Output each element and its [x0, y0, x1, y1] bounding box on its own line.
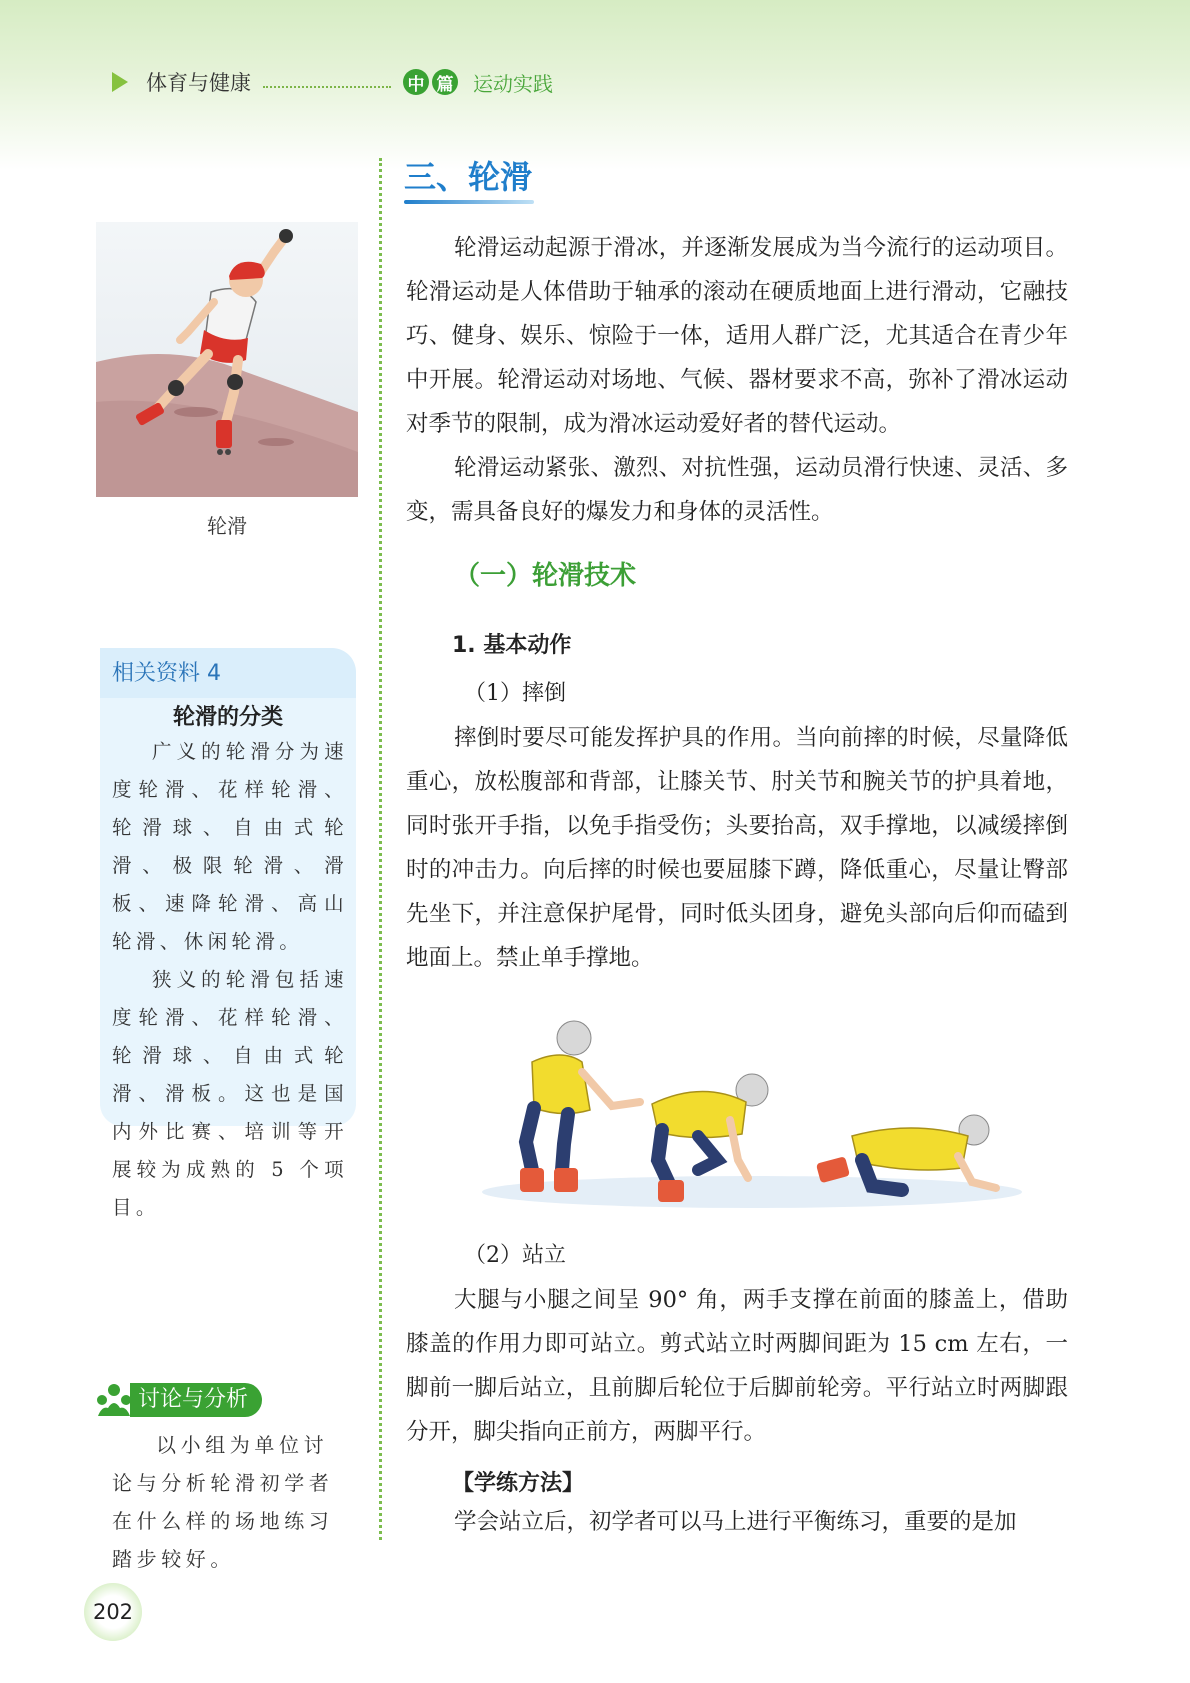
figure-caption: 轮滑 [207, 514, 247, 538]
play-arrow-icon [112, 72, 128, 92]
learn-method-text: 学会站立后，初学者可以马上进行平衡练习，重要的是加 [454, 1509, 1017, 1535]
resource-body [112, 733, 348, 1227]
part-badge-2: 篇 [432, 69, 458, 95]
subsection-title: （一）轮滑技术 [454, 561, 637, 591]
page-number: 202 [84, 1583, 142, 1641]
part-title: 运动实践 [473, 71, 553, 96]
falling-sequence-illustration [462, 1010, 1022, 1218]
section-title: 三、轮滑 [404, 158, 533, 196]
discussion-tag [94, 1382, 262, 1418]
resource-title: 轮滑的分类 [172, 705, 283, 730]
column-divider [379, 158, 382, 1540]
discussion-text: 以小组为单位讨论与分析轮滑初学者在什么样的场地练习踏步较好。 [112, 1433, 334, 1571]
stand-paragraph: 大腿与小腿之间呈 90° 角，两手支撑在前面的膝盖上，借助膝盖的作用力即可站立。剪式站立时两脚间距为 15 cm 左右，一脚前一脚后站立，且前脚后轮位于后脚前轮旁。平行站立时两脚跟分开，脚尖指向正前方，两脚平行。 [406, 1287, 1068, 1445]
header-dots [263, 76, 391, 88]
skater-illustration [96, 222, 358, 497]
discussion-label: 讨论与分析 [130, 1383, 262, 1417]
learn-method-heading: 【学练方法】 [452, 1471, 585, 1496]
book-title: 体育与健康 [146, 71, 251, 95]
intro-paragraph-2: 轮滑运动紧张、激烈、对抗性强，运动员滑行快速、灵活、多变，需具备良好的爆发力和身体的灵活性。 [406, 455, 1068, 525]
group-people-icon [94, 1382, 134, 1418]
resource-paragraph: 狭义的轮滑包括速度轮滑、花样轮滑、轮滑球、自由式轮滑、滑板。这也是国内外比赛、培训等开展较为成熟的 5 个项目。 [112, 968, 348, 1219]
running-header [112, 64, 553, 100]
part-badge-1: 中 [403, 69, 429, 95]
stand-heading: （2）站立 [464, 1243, 566, 1268]
fall-paragraph: 摔倒时要尽可能发挥护具的作用。当向前摔的时候，尽量降低重心，放松腹部和背部，让膝关节、肘关节和腕关节的护具着地，同时张开手指，以免手指受伤；头要抬高，双手撑地，以减缓摔倒时的冲击力。向后摔的时候也要屈膝下蹲，降低重心，尽量让臀部先坐下，并注意保护尾骨，同时低头团身，避免头部向后仰而磕到地面上。禁止单手撑地。 [406, 725, 1068, 971]
intro-paragraph-1: 轮滑运动起源于滑冰，并逐渐发展成为当今流行的运动项目。轮滑运动是人体借助于轴承的滚动在硬质地面上进行滑动，它融技巧、健身、娱乐、惊险于一体，适用人群广泛，尤其适合在青少年中开展。轮滑运动对场地、气候、器材要求不高，弥补了滑冰运动对季节的限制，成为滑冰运动爱好者的替代运动。 [406, 235, 1068, 437]
resource-label: 相关资料 4 [112, 661, 221, 686]
resource-paragraph: 广义的轮滑分为速度轮滑、花样轮滑、轮滑球、自由式轮滑、极限轮滑、滑板、速降轮滑、高山轮滑、休闲轮滑。 [112, 740, 348, 953]
fall-heading: （1）摔倒 [464, 681, 566, 706]
section-title-underline [404, 200, 534, 204]
item-heading: 1. 基本动作 [452, 633, 572, 658]
